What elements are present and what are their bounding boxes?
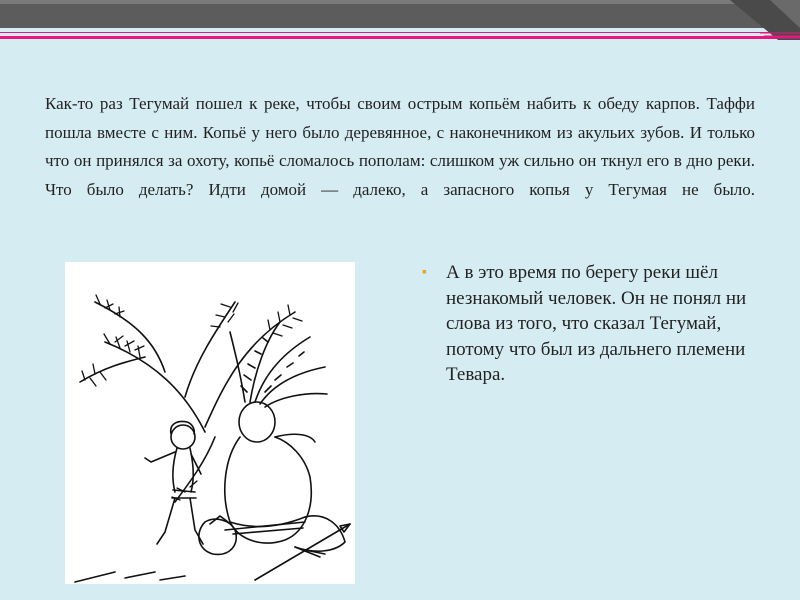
pink-line-thin	[0, 32, 800, 33]
top-bar-highlight	[0, 0, 800, 4]
bullet-item	[422, 260, 752, 388]
story-paragraph: Как-то раз Тегумай пошел к реке, чтобы своим острым копьём набить к обеду карпов. Таффи пошла вместе с ним. Копьё у него было деревянное, с наконечником из акульих зубов. И только что он принялся за охоту, копьё сломалось пополам: слишком уж сильно он ткнул его в дно реки. Что было делать? Идти домой — далеко, а запасного копья у Тегумая не было.	[45, 94, 755, 199]
pink-line-thick	[0, 36, 800, 39]
corner-decoration-icon	[730, 0, 800, 40]
top-bar	[0, 0, 800, 28]
bullet-square-icon: ▪	[422, 265, 427, 280]
bullet-text: А в это время по берегу реки шёл незнакомый человек. Он не понял ни слова из того, что сказал Тегумай, потому что был из дальнего племени Тевара.	[446, 262, 747, 385]
illustration	[65, 262, 355, 584]
drawing-tegumai-and-taffy-icon	[65, 262, 355, 584]
